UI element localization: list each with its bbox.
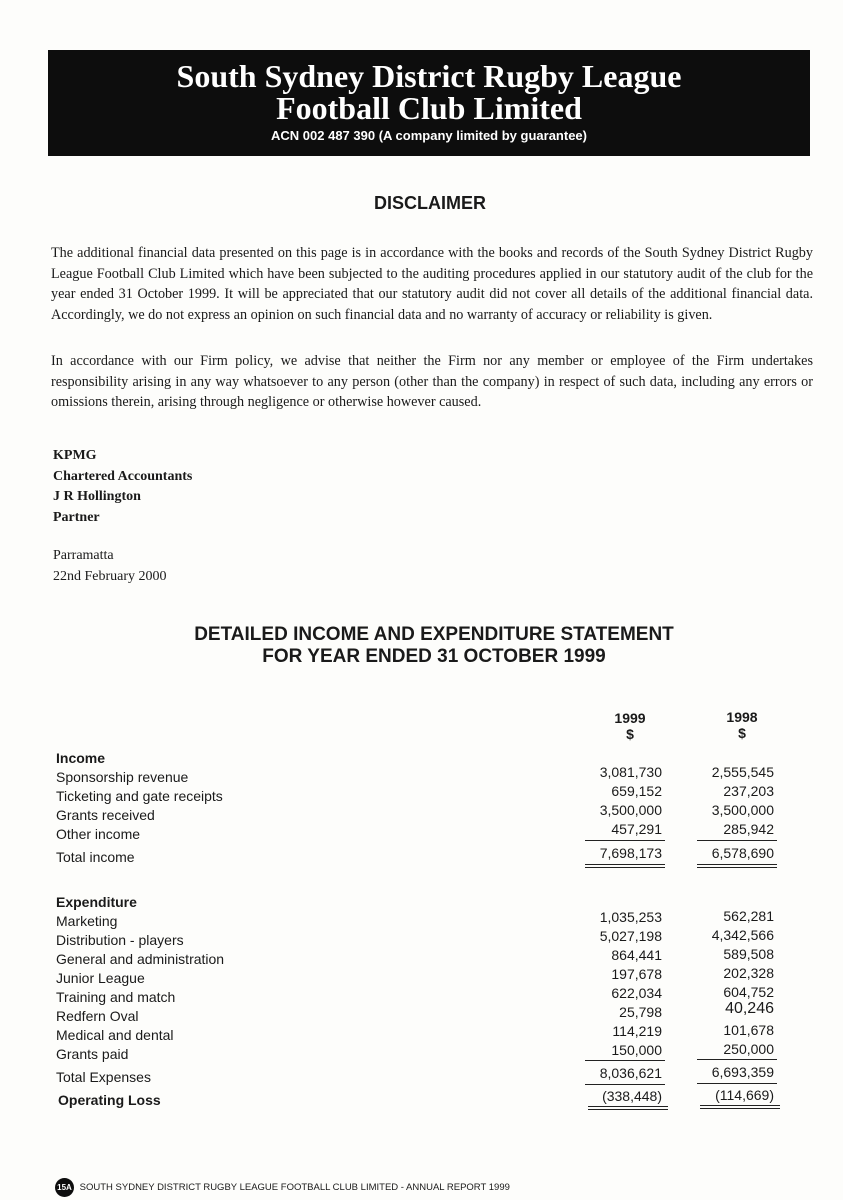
income-row-1999: 3,500,000 bbox=[599, 802, 662, 818]
club-name-line2: Football Club Limited bbox=[276, 90, 582, 126]
expense-row-label: Training and match bbox=[56, 989, 176, 1005]
expense-row-1998: 562,281 bbox=[723, 908, 774, 924]
total-expenses-label: Total Expenses bbox=[56, 1069, 151, 1085]
subtotal-rule-1998 bbox=[697, 840, 777, 841]
expenditure-heading: Expenditure bbox=[56, 894, 137, 910]
expense-row-label: Junior League bbox=[56, 970, 145, 986]
expense-row-label: General and administration bbox=[56, 951, 225, 967]
page-number-badge: 15A bbox=[55, 1178, 74, 1197]
expense-row-label: Distribution - players bbox=[56, 932, 184, 948]
statement-title-line2: FOR YEAR ENDED 31 OCTOBER 1999 bbox=[262, 646, 606, 667]
currency-label: $ bbox=[738, 725, 746, 741]
subtotal-rule-1998 bbox=[697, 1083, 777, 1084]
expense-row-1998: 250,000 bbox=[723, 1041, 774, 1057]
expense-row-1999: 864,441 bbox=[611, 947, 662, 963]
disclaimer-paragraph-1: The additional financial data presented on this page is in accordance with the books and records of the South Sydney District Rugby League Football Club Limited which have been subjected to the auditing procedures applied in our statutory audit of the club for the year ended 31 October 1999. It will be appreciated that our statutory audit did not cover all details of the additional financial data. Accordingly, we do not express an opinion on such financial data and no warranty of accuracy or reliability is given. bbox=[51, 245, 813, 323]
expense-row-1999: 197,678 bbox=[611, 966, 662, 982]
loss-double-rule-1998 bbox=[700, 1105, 780, 1109]
title-banner bbox=[48, 50, 810, 156]
expense-row-1998: 101,678 bbox=[723, 1022, 774, 1038]
expense-row-1999: 114,219 bbox=[612, 1023, 662, 1039]
total-double-rule-1998 bbox=[697, 864, 777, 868]
signing-place: Parramatta bbox=[53, 548, 114, 563]
operating-loss-label: Operating Loss bbox=[58, 1092, 161, 1108]
page-footer bbox=[55, 1178, 510, 1197]
column-header-1999 bbox=[600, 710, 660, 742]
expense-row-label: Marketing bbox=[56, 913, 118, 929]
total-expenses-1998: 6,693,359 bbox=[711, 1064, 774, 1080]
subtotal-rule-1998 bbox=[697, 1059, 777, 1060]
expense-row-1999: 150,000 bbox=[611, 1042, 662, 1058]
total-income-label: Total income bbox=[56, 849, 135, 865]
income-row-1998: 3,500,000 bbox=[711, 802, 774, 818]
operating-loss-1999: (338,448) bbox=[602, 1088, 662, 1104]
total-income-1999: 7,698,173 bbox=[599, 845, 662, 861]
operating-loss-1998: (114,669) bbox=[715, 1087, 774, 1103]
signing-date: 22nd February 2000 bbox=[53, 568, 167, 584]
income-row-label: Sponsorship revenue bbox=[56, 769, 189, 785]
disclaimer-heading: DISCLAIMER bbox=[374, 193, 486, 213]
year-label: 1998 bbox=[726, 709, 758, 725]
subtotal-rule-1999 bbox=[585, 840, 665, 841]
expense-row-1998: 589,508 bbox=[723, 946, 774, 962]
income-row-1999: 457,291 bbox=[611, 821, 662, 837]
income-row-1998: 237,203 bbox=[723, 783, 774, 799]
expense-row-1998: 604,752 bbox=[723, 984, 774, 1000]
income-row-label: Grants received bbox=[56, 807, 155, 823]
footer-text: SOUTH SYDNEY DISTRICT RUGBY LEAGUE FOOTBALL CLUB LIMITED - ANNUAL REPORT 1999 bbox=[79, 1182, 510, 1194]
expense-row-1999: 5,027,198 bbox=[599, 928, 662, 944]
year-label: 1999 bbox=[614, 710, 646, 726]
signatory-name: J R Hollington bbox=[53, 489, 141, 505]
acn-line: ACN 002 487 390 (A company limited by guarantee) bbox=[271, 128, 587, 143]
income-row-1998: 2,555,545 bbox=[711, 764, 774, 780]
place-date-block bbox=[53, 546, 167, 587]
statement-title-line1: DETAILED INCOME AND EXPENDITURE STATEMENT bbox=[194, 624, 674, 645]
column-header-1998 bbox=[712, 709, 772, 741]
firm-role: Chartered Accountants bbox=[53, 468, 193, 484]
income-row-label: Ticketing and gate receipts bbox=[56, 788, 223, 804]
loss-double-rule-1999 bbox=[588, 1106, 668, 1110]
expense-row-label: Medical and dental bbox=[56, 1027, 174, 1043]
income-row-label: Other income bbox=[56, 826, 141, 842]
statement-heading bbox=[0, 624, 843, 668]
expense-row-1999: 1,035,253 bbox=[599, 909, 662, 925]
expense-row-1998: 202,328 bbox=[723, 965, 774, 981]
subtotal-rule-1999 bbox=[585, 1084, 665, 1085]
total-income-1998: 6,578,690 bbox=[711, 845, 774, 861]
expense-row-1998: 4,342,566 bbox=[711, 927, 774, 943]
disclaimer-paragraph-2: In accordance with our Firm policy, we advise that neither the Firm nor any member or employee of the Firm undertakes responsibility arising in any way whatsoever to any person (other than the company) in respect of such data, including any errors or omissions therein, arising through negligence or otherwise however caused. bbox=[51, 353, 813, 411]
firm-name: KPMG bbox=[53, 448, 97, 463]
total-double-rule-1999 bbox=[585, 864, 665, 868]
income-heading: Income bbox=[56, 750, 106, 766]
total-expenses-1999: 8,036,621 bbox=[599, 1065, 662, 1081]
signatory-title: Partner bbox=[53, 509, 100, 525]
income-row-1999: 3,081,730 bbox=[599, 764, 662, 780]
expense-row-1999: 25,798 bbox=[619, 1004, 662, 1020]
currency-label: $ bbox=[626, 726, 634, 742]
income-row-1999: 659,152 bbox=[611, 783, 662, 799]
club-name-line1: South Sydney District Rugby League bbox=[176, 58, 682, 94]
income-row-1998: 285,942 bbox=[723, 821, 774, 837]
expense-row-label: Grants paid bbox=[56, 1046, 129, 1062]
subtotal-rule-1999 bbox=[585, 1060, 665, 1061]
expense-row-1999: 622,034 bbox=[611, 985, 662, 1001]
expense-row-1998: 40,246 bbox=[725, 1000, 774, 1017]
signature-block bbox=[53, 446, 192, 528]
expense-row-label: Redfern Oval bbox=[56, 1008, 139, 1024]
